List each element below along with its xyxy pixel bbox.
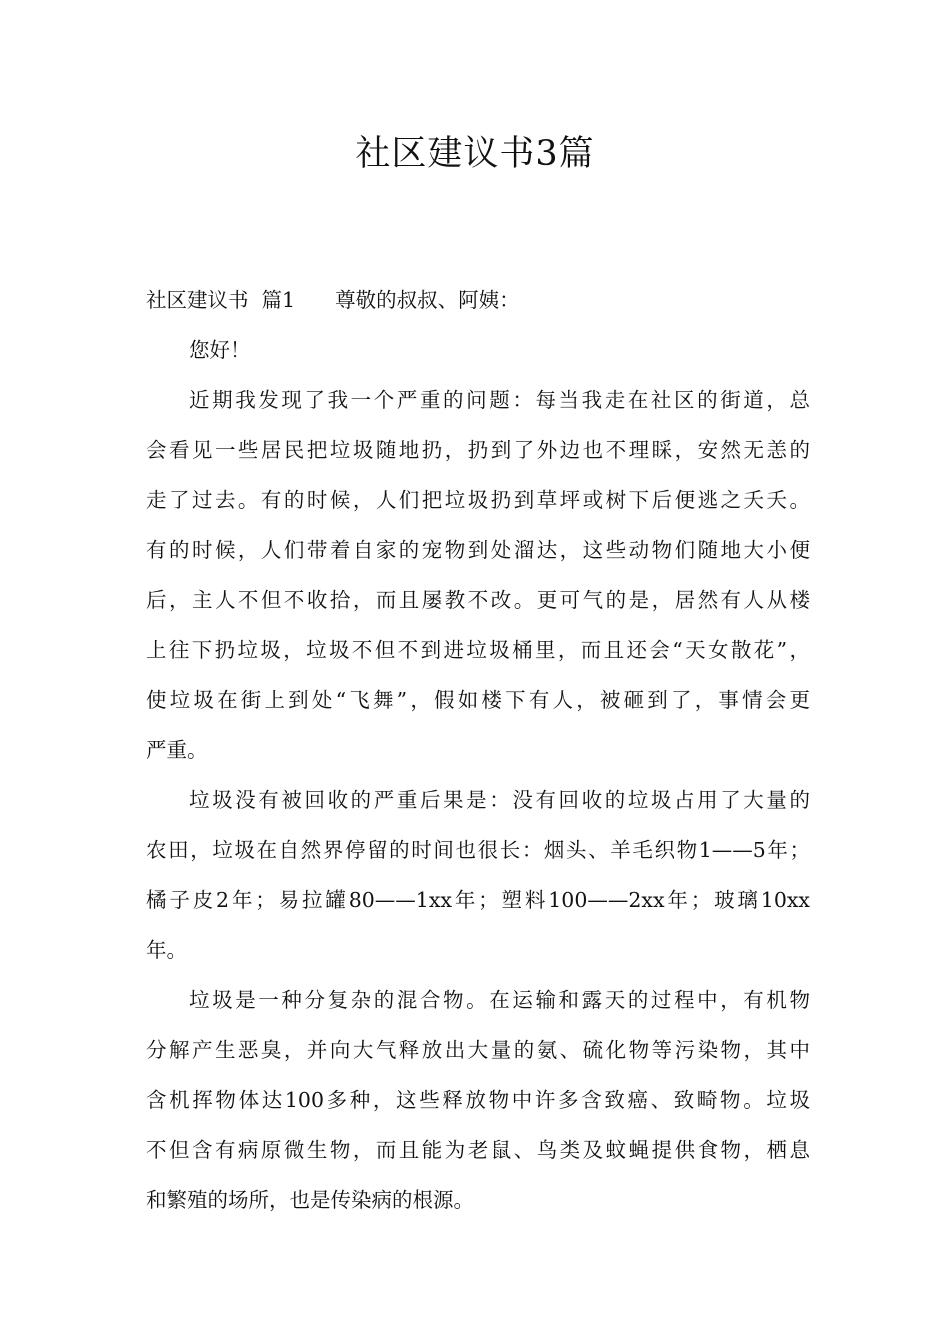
document-body	[146, 275, 810, 1225]
text-line: 垃圾是一种分复杂的混合物。在运输和露天的过程中，有机物	[189, 988, 810, 1012]
text-line: 年。	[146, 938, 187, 962]
text-line: 农田，垃圾在自然界停留的时间也很长：烟头、羊毛织物1——5年；	[146, 838, 810, 862]
text-line: 上往下扔垃圾，垃圾不但不到进垃圾桶里，而且还会“天女散花”，	[146, 638, 810, 662]
paragraph	[146, 325, 810, 375]
paragraph	[146, 375, 810, 775]
text-line: 严重。	[146, 738, 208, 762]
text-line: 您好！	[189, 338, 251, 362]
paragraph-container	[146, 325, 810, 1225]
paragraph	[146, 975, 810, 1225]
text-line: 分解产生恶臭，并向大气释放出大量的氨、硫化物等污染物，其中	[146, 1038, 810, 1062]
text-line: 走了过去。有的时候，人们把垃圾扔到草坪或树下后便逃之夭夭。	[146, 488, 810, 512]
salutation: 尊敬的叔叔、阿姨：	[335, 288, 520, 312]
text-line: 不但含有病原微生物，而且能为老鼠、鸟类及蚊蝇提供食物，栖息	[146, 1138, 810, 1162]
text-line: 近期我发现了我一个严重的问题：每当我走在社区的街道，总	[189, 388, 810, 412]
text-line: 会看见一些居民把垃圾随地扔，扔到了外边也不理睬，安然无恙的	[146, 438, 810, 462]
section-label: 社区建议书 篇1	[146, 288, 296, 312]
text-line: 垃圾没有被回收的严重后果是：没有回收的垃圾占用了大量的	[189, 788, 810, 812]
text-line: 后，主人不但不收拾，而且屡教不改。更可气的是，居然有人从楼	[146, 588, 810, 612]
paragraph	[146, 775, 810, 975]
section-heading-line	[146, 275, 810, 325]
text-line: 有的时候，人们带着自家的宠物到处溜达，这些动物们随地大小便	[146, 538, 810, 562]
document-title: 社区建议书3篇	[355, 134, 595, 174]
text-line: 橘子皮2年；易拉罐80——1xx年；塑料100——2xx年；玻璃10xx	[146, 888, 810, 912]
text-line: 使垃圾在街上到处“飞舞”，假如楼下有人，被砸到了，事情会更	[146, 688, 810, 712]
text-line: 含机挥物体达100多种，这些释放物中许多含致癌、致畸物。垃圾	[146, 1088, 810, 1112]
text-line: 和繁殖的场所，也是传染病的根源。	[146, 1188, 474, 1212]
